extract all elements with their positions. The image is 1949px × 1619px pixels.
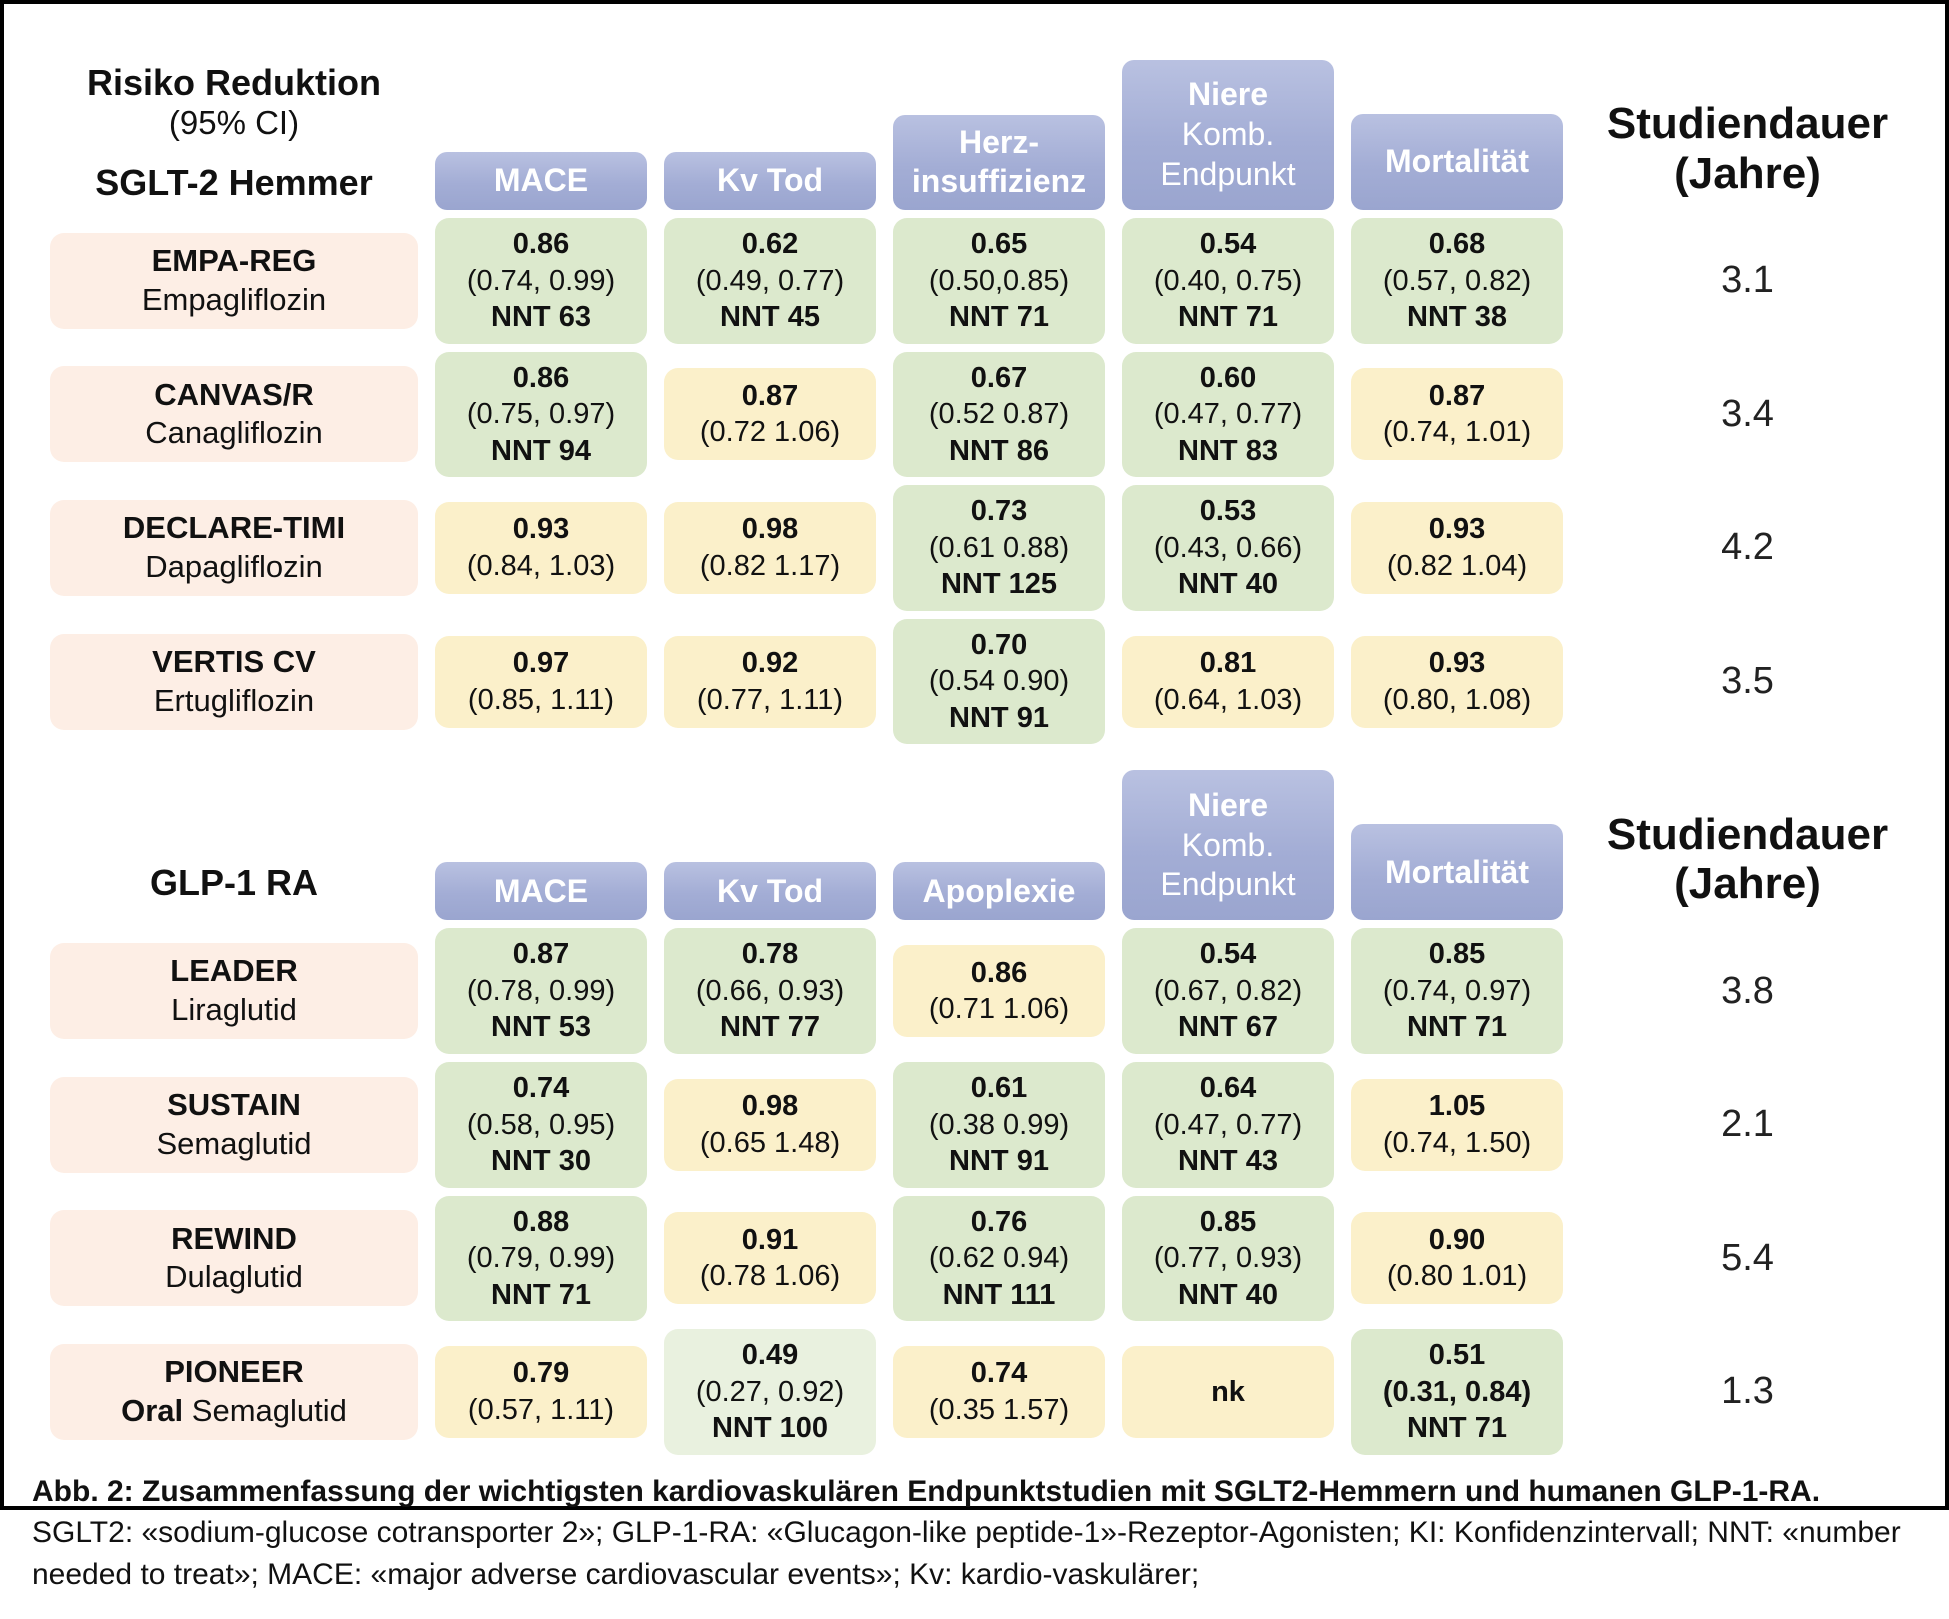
column-header-herzinsuffizienz: Herz- insuffizienz [893,115,1105,210]
study-duration-header: Studiendauer (Jahre) [1606,99,1889,198]
group-label-glp1: GLP-1 RA [149,862,318,904]
study-name: CANVAS/R [154,376,314,412]
result-cell: 0.85 (0.77, 0.93) NNT 40 [1122,1196,1334,1322]
result-cell: 0.87 (0.72 1.06) [664,368,876,460]
result-cell: 0.87 (0.78, 0.99) NNT 53 [435,928,647,1054]
study-label [50,1077,418,1173]
study-name: EMPA-REG [151,243,317,279]
study-label [50,1344,418,1440]
result-cell: 0.85 (0.74, 0.97) NNT 71 [1351,928,1563,1054]
result-cell: nk [1122,1346,1334,1438]
study-duration-value: 4.2 [1721,526,1774,569]
study-duration-value: 3.5 [1721,660,1774,703]
result-cell: 0.91 (0.78 1.06) [664,1212,876,1304]
glp1-table [50,770,1915,1454]
study-label [50,500,418,596]
result-cell: 0.86 (0.71 1.06) [893,945,1105,1037]
drug-name: Empagliflozin [141,281,327,317]
drug-name: Liraglutid [171,992,297,1028]
column-header-kv-tod: Kv Tod [664,152,876,210]
result-cell: 0.53 (0.43, 0.66) NNT 40 [1122,485,1334,611]
result-cell: 0.73 (0.61 0.88) NNT 125 [893,485,1105,611]
study-label [50,943,418,1039]
result-cell: 0.93 (0.84, 1.03) [435,502,647,594]
result-cell: 0.79 (0.57, 1.11) [435,1346,647,1438]
column-header-kv-tod: Kv Tod [664,862,876,920]
result-cell: 0.97 (0.85, 1.11) [435,636,647,728]
drug-name: Dulaglutid [165,1259,303,1295]
result-cell: 0.74 (0.35 1.57) [893,1346,1105,1438]
study-name: LEADER [170,953,298,989]
column-header-mortalitaet: Mortalität [1351,114,1563,210]
sglt2-table [50,34,1915,744]
figure-caption [32,1455,1915,1619]
study-name: REWIND [171,1220,297,1256]
risk-reduction-title: Risiko Reduktion [86,62,382,103]
result-cell: 0.93 (0.80, 1.08) [1351,636,1563,728]
result-cell: 0.93 (0.82 1.04) [1351,502,1563,594]
column-header-mace: MACE [435,152,647,210]
result-cell: 0.49 (0.27, 0.92) NNT 100 [664,1329,876,1455]
result-cell: 0.76 (0.62 0.94) NNT 111 [893,1196,1105,1322]
result-cell: 1.05 (0.74, 1.50) [1351,1079,1563,1171]
caption-abbreviations: SGLT2: «sodium-glucose cotransporter 2»; GLP-1-RA: «Glucagon-like peptide-1»-Rezeptor-Agonisten; KI: Konfidenzintervall; NNT: «number needed to treat»; MACE: «major adverse cardiovascular events»; Kv: kardio-vaskulärer; [32,1516,1901,1591]
drug-name: Ertugliflozin [153,682,315,718]
column-header-niere-komb-endpunkt: Niere Komb. Endpunkt [1122,60,1334,210]
ci-subtitle: (95% CI) [168,104,300,142]
drug-name: Canagliflozin [145,415,323,451]
study-label [50,233,418,329]
study-duration-value: 2.1 [1721,1103,1774,1146]
result-cell: 0.98 (0.65 1.48) [664,1079,876,1171]
study-name: SUSTAIN [167,1087,301,1123]
result-cell: 0.54 (0.40, 0.75) NNT 71 [1122,218,1334,344]
study-duration-header-2: Studiendauer (Jahre) [1606,809,1889,909]
column-header-mortalitaet: Mortalität [1351,824,1563,920]
column-header-apoplexie: Apoplexie [893,862,1105,920]
result-cell: 0.68 (0.57, 0.82) NNT 38 [1351,218,1563,344]
study-duration-value: 3.4 [1721,392,1774,435]
group-label-sglt2: SGLT-2 Hemmer [95,162,373,203]
result-cell: 0.81 (0.64, 1.03) [1122,636,1334,728]
result-cell: 0.87 (0.74, 1.01) [1351,368,1563,460]
result-cell: 0.70 (0.54 0.90) NNT 91 [893,619,1105,745]
result-cell: 0.61 (0.38 0.99) NNT 91 [893,1062,1105,1188]
study-name: PIONEER [164,1354,304,1390]
result-cell: 0.86 (0.74, 0.99) NNT 63 [435,218,647,344]
result-cell: 0.86 (0.75, 0.97) NNT 94 [435,352,647,478]
study-duration-value: 3.1 [1721,259,1774,302]
drug-name: Semaglutid [156,1125,312,1161]
drug-name: Oral Semaglutid [121,1392,347,1428]
result-cell: 0.62 (0.49, 0.77) NNT 45 [664,218,876,344]
study-name: VERTIS CV [152,643,316,679]
study-name: DECLARE-TIMI [122,510,346,546]
result-cell: 0.64 (0.47, 0.77) NNT 43 [1122,1062,1334,1188]
study-label [50,1210,418,1306]
study-label [50,634,418,730]
risk-reduction-header [50,34,418,210]
study-duration-value: 5.4 [1721,1236,1774,1279]
result-cell: 0.98 (0.82 1.17) [664,502,876,594]
result-cell: 0.65 (0.50,0.85) NNT 71 [893,218,1105,344]
column-header-niere-komb-endpunkt: Niere Komb. Endpunkt [1122,770,1334,920]
result-cell: 0.78 (0.66, 0.93) NNT 77 [664,928,876,1054]
result-cell: 0.54 (0.67, 0.82) NNT 67 [1122,928,1334,1054]
result-cell: 0.51 (0.31, 0.84) NNT 71 [1351,1329,1563,1455]
study-duration-value: 1.3 [1721,1370,1774,1413]
result-cell: 0.60 (0.47, 0.77) NNT 83 [1122,352,1334,478]
result-cell: 0.88 (0.79, 0.99) NNT 71 [435,1196,647,1322]
caption-title: Abb. 2: Zusammenfassung der wichtigsten kardiovaskulären Endpunktstudien mit SGLT2-Hemmern und humanen GLP-1-RA. [32,1474,1821,1508]
result-cell: 0.92 (0.77, 1.11) [664,636,876,728]
study-label [50,366,418,462]
column-header-mace: MACE [435,862,647,920]
result-cell: 0.67 (0.52 0.87) NNT 86 [893,352,1105,478]
study-duration-value: 3.8 [1721,969,1774,1012]
result-cell: 0.90 (0.80 1.01) [1351,1212,1563,1304]
result-cell: 0.74 (0.58, 0.95) NNT 30 [435,1062,647,1188]
drug-name: Dapagliflozin [145,548,323,584]
